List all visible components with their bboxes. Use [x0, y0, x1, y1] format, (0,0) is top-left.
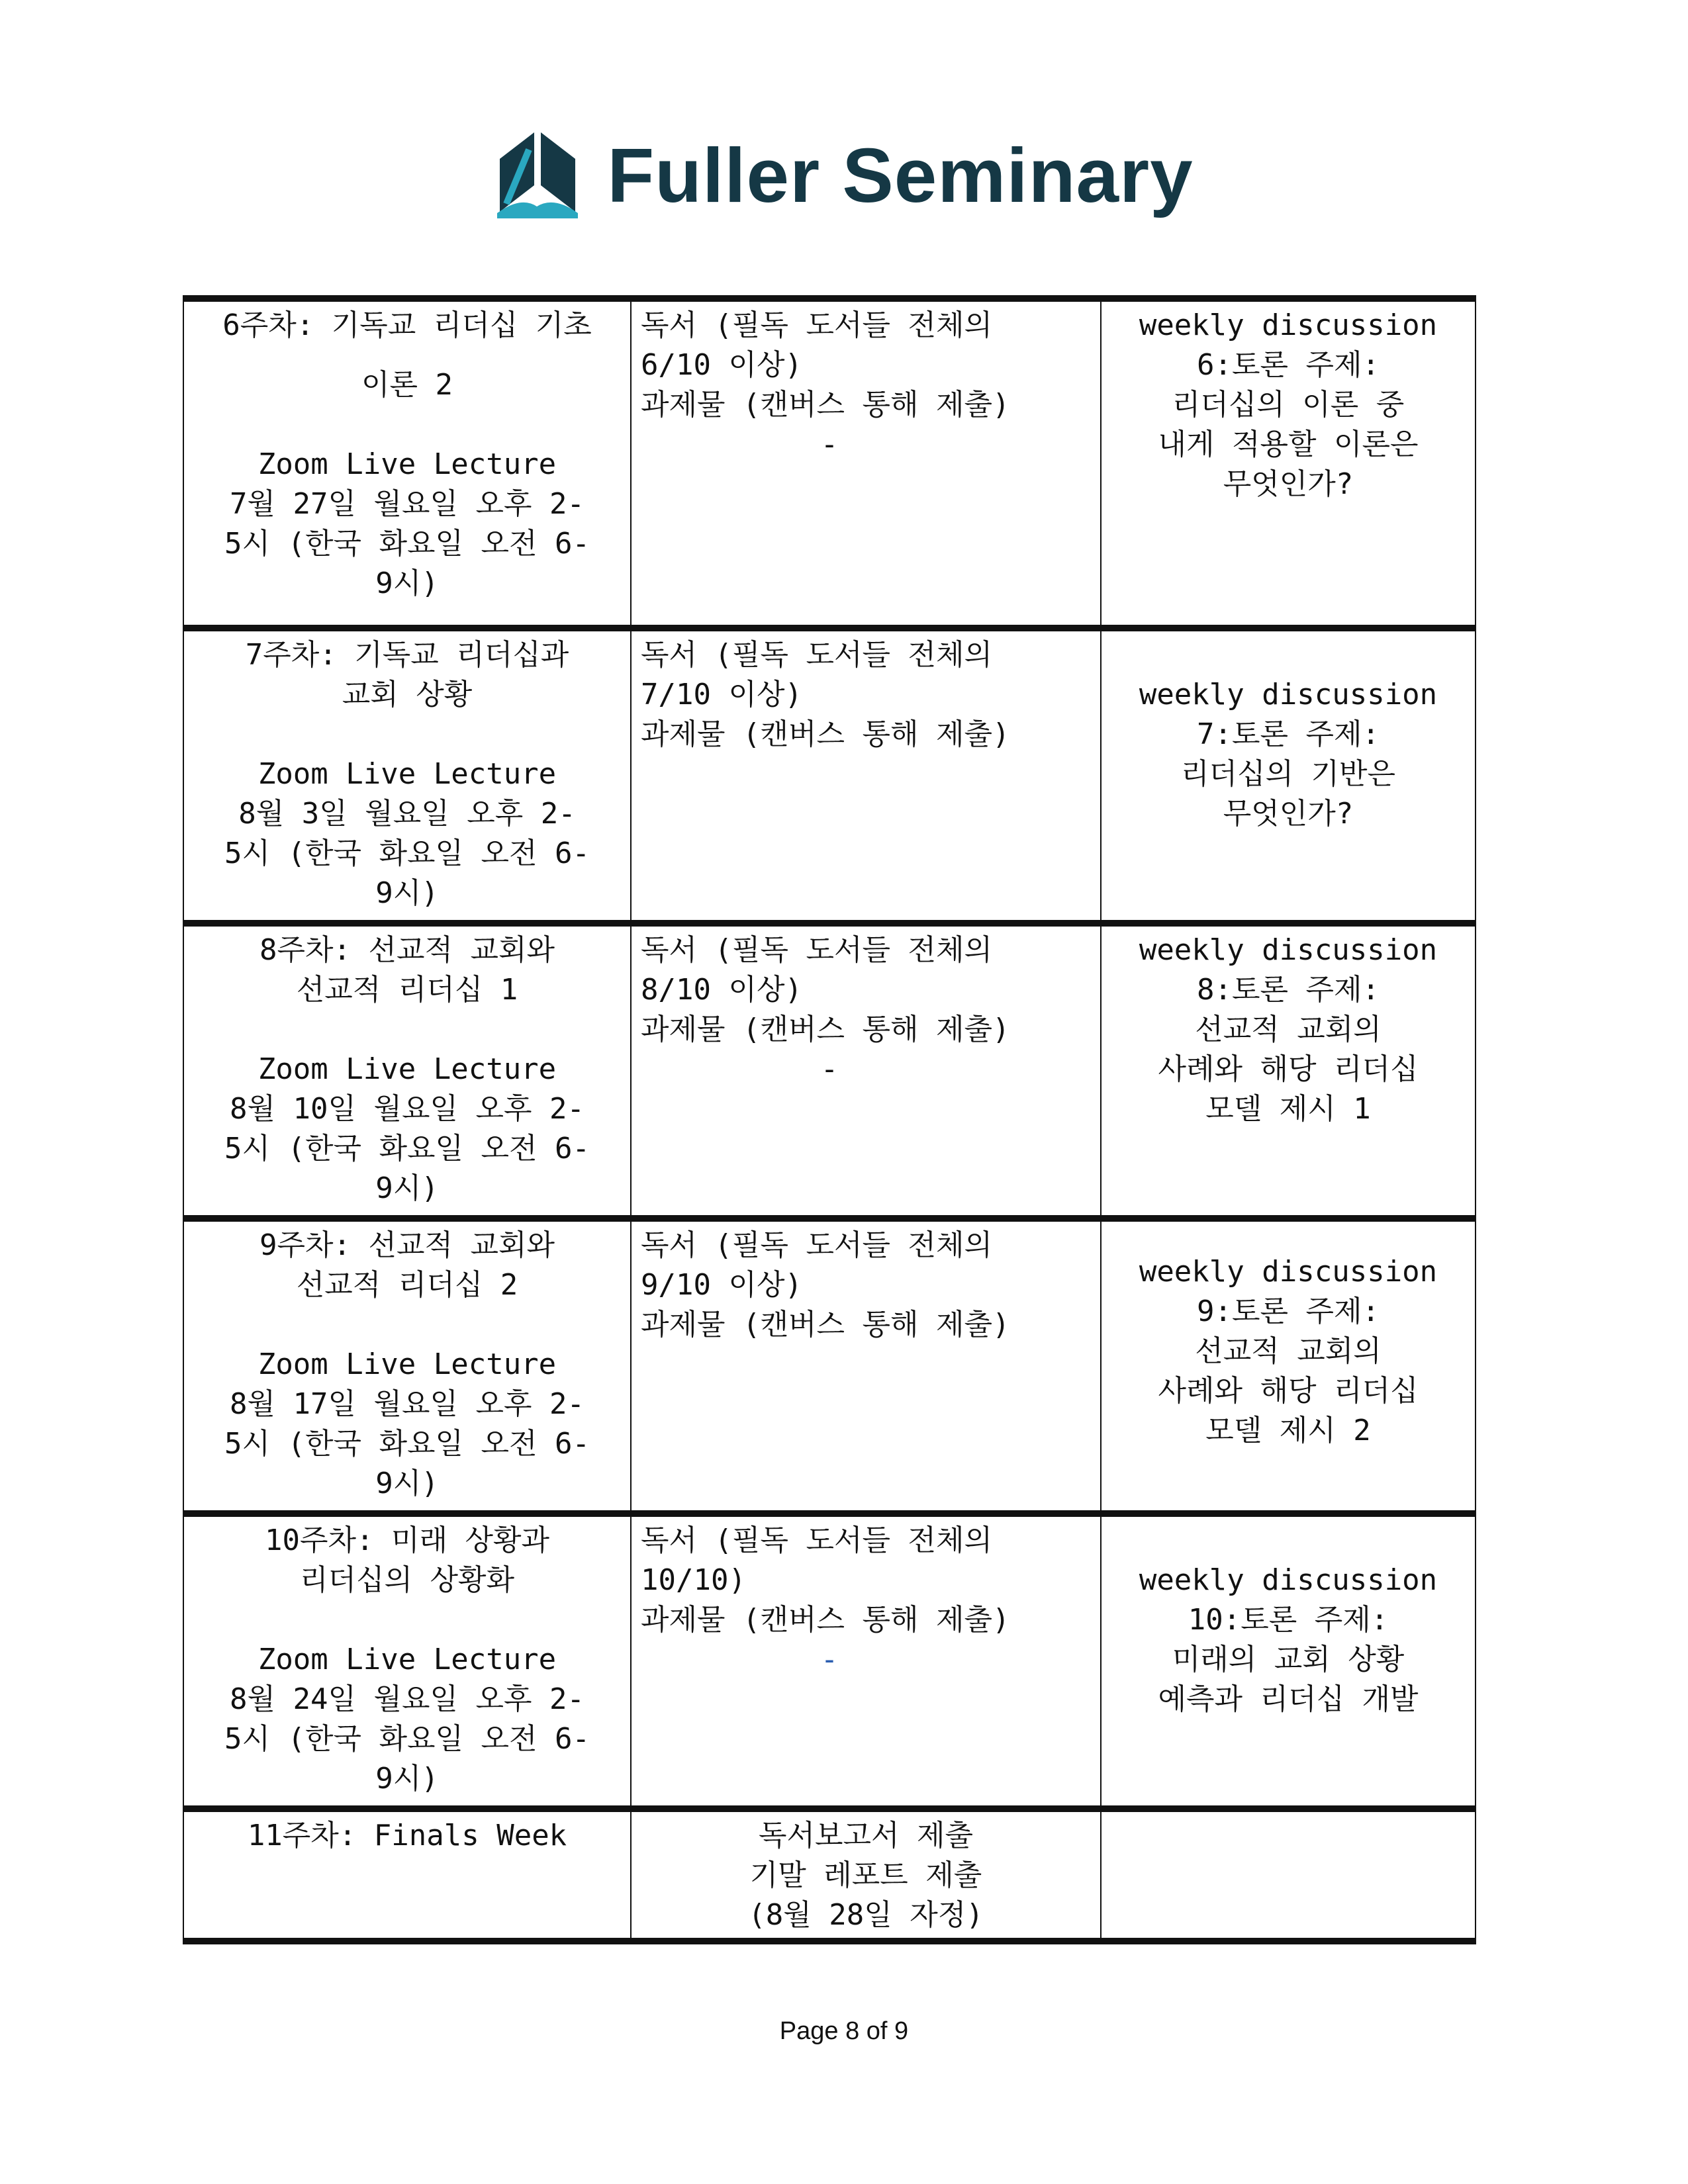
reading-cell: [631, 1218, 1101, 1514]
discussion-label: weekly discussion: [1139, 308, 1438, 342]
lecture-time-korea: 5시 (한국 화요일 오전 6-: [224, 1427, 590, 1461]
discussion-topic: 무엇인가?: [1223, 467, 1354, 501]
discussion-topic-heading: 8:토론 주제:: [1197, 973, 1380, 1007]
reading-text: 독서 (필독 도서들 전체의: [641, 1228, 992, 1262]
page-number: Page 8 of 9: [779, 2017, 909, 2045]
week-title: 6주차: 기독교 리더십 기초: [222, 308, 592, 342]
dash-mark: -: [820, 1052, 839, 1086]
lecture-time-korea: 5시 (한국 화요일 오전 6-: [224, 527, 590, 561]
reading-cell: [631, 298, 1101, 628]
reading-cell: [631, 628, 1101, 923]
lecture-time-end: 9시): [375, 567, 439, 600]
reading-cell: [631, 1514, 1101, 1809]
lecture-label: Zoom Live Lecture: [258, 757, 557, 791]
lecture-time: 8월 24일 월요일 오후 2-: [230, 1682, 585, 1716]
week-title: 7주차: 기독교 리더십과: [245, 638, 569, 672]
table-row: [183, 1218, 1476, 1514]
lecture-time-end: 9시): [375, 1762, 439, 1796]
discussion-topic: 내게 적용할 이론은: [1158, 428, 1419, 461]
lecture-time-korea: 5시 (한국 화요일 오전 6-: [224, 1722, 590, 1756]
discussion-topic: 선교적 교회의: [1195, 1334, 1382, 1368]
reading-amount: 9/10 이상): [641, 1268, 802, 1302]
submission-deadline: (8월 28일 자정): [748, 1898, 984, 1932]
discussion-topic: 사례와 해당 리더십: [1158, 1052, 1419, 1086]
reading-amount: 10/10): [641, 1563, 746, 1597]
reading-amount: 6/10 이상): [641, 348, 802, 382]
discussion-topic: 리더십의 기반은: [1180, 757, 1396, 791]
reading-amount: 7/10 이상): [641, 678, 802, 711]
assignment-text: 과제물 (캔버스 통해 제출): [641, 1603, 1010, 1637]
final-submission-cell: [631, 1809, 1101, 1941]
discussion-topic: 모델 제시 2: [1205, 1414, 1371, 1447]
discussion-topic-heading: 9:토론 주제:: [1197, 1295, 1380, 1328]
week-title-cont: 이론 2: [361, 368, 453, 402]
week-cell: [183, 923, 631, 1218]
discussion-label: weekly discussion: [1139, 933, 1438, 967]
assignment-text: 과제물 (캔버스 통해 제출): [641, 717, 1010, 751]
discussion-topic-heading: 7:토론 주제:: [1197, 717, 1380, 751]
reading-amount: 8/10 이상): [641, 973, 802, 1007]
discussion-cell: [1101, 628, 1476, 923]
discussion-cell: [1101, 1218, 1476, 1514]
assignment-text: 과제물 (캔버스 통해 제출): [641, 1013, 1010, 1046]
discussion-topic-heading: 10:토론 주제:: [1188, 1603, 1389, 1637]
logo-wordmark: Fuller Seminary: [607, 132, 1194, 218]
discussion-topic: 미래의 교회 상황: [1172, 1643, 1405, 1676]
table-row: [183, 628, 1476, 923]
week-cell: [183, 1514, 631, 1809]
discussion-cell: [1101, 298, 1476, 628]
week-title-cont: 선교적 리더십 1: [296, 973, 518, 1007]
fuller-book-logo-icon: [494, 132, 581, 218]
lecture-time-end: 9시): [375, 876, 439, 910]
week-cell: [183, 298, 631, 628]
book-report-submission: 독서보고서 제출: [758, 1819, 974, 1852]
lecture-label: Zoom Live Lecture: [258, 1052, 557, 1086]
discussion-topic: 예측과 리더십 개발: [1158, 1682, 1419, 1716]
discussion-topic: 무엇인가?: [1223, 797, 1354, 831]
table-row: [183, 1514, 1476, 1809]
lecture-label: Zoom Live Lecture: [258, 1347, 557, 1381]
discussion-cell-empty: [1101, 1809, 1476, 1941]
reading-cell: [631, 923, 1101, 1218]
week-title: 10주차: 미래 상황과: [265, 1524, 549, 1557]
lecture-label: Zoom Live Lecture: [258, 1643, 557, 1676]
header-logo: [0, 132, 1688, 218]
lecture-time: 8월 3일 월요일 오후 2-: [238, 797, 576, 831]
week-title: 8주차: 선교적 교회와: [259, 933, 555, 967]
dash-mark: -: [820, 1643, 839, 1676]
lecture-time: 7월 27일 월요일 오후 2-: [230, 487, 585, 521]
final-report-submission: 기말 레포트 제출: [749, 1858, 982, 1892]
lecture-time-end: 9시): [375, 1467, 439, 1500]
reading-text: 독서 (필독 도서들 전체의: [641, 308, 992, 342]
discussion-label: weekly discussion: [1139, 1563, 1438, 1597]
discussion-topic-heading: 6:토론 주제:: [1197, 348, 1380, 382]
week-title: 9주차: 선교적 교회와: [259, 1228, 555, 1262]
discussion-topic: 모델 제시 1: [1205, 1092, 1371, 1126]
table-row: [183, 923, 1476, 1218]
week-title-cont: 선교적 리더십 2: [296, 1268, 518, 1302]
dash-mark: -: [820, 428, 839, 461]
week-cell: [183, 1218, 631, 1514]
lecture-label: Zoom Live Lecture: [258, 447, 557, 481]
discussion-topic: 선교적 교회의: [1195, 1013, 1382, 1046]
week-cell: [183, 628, 631, 923]
table-row: [183, 298, 1476, 628]
discussion-topic: 사례와 해당 리더십: [1158, 1374, 1419, 1408]
week-title-cont: 리더십의 상황화: [299, 1563, 515, 1597]
lecture-time-korea: 5시 (한국 화요일 오전 6-: [224, 1132, 590, 1165]
assignment-text: 과제물 (캔버스 통해 제출): [641, 1308, 1010, 1342]
week-cell: [183, 1809, 631, 1941]
lecture-time-end: 9시): [375, 1171, 439, 1205]
reading-text: 독서 (필독 도서들 전체의: [641, 638, 992, 672]
week-title-cont: 교회 상황: [342, 678, 473, 711]
lecture-time: 8월 10일 월요일 오후 2-: [230, 1092, 585, 1126]
reading-text: 독서 (필독 도서들 전체의: [641, 933, 992, 967]
discussion-cell: [1101, 923, 1476, 1218]
week-title: 11주차: Finals Week: [247, 1819, 567, 1852]
lecture-time: 8월 17일 월요일 오후 2-: [230, 1387, 585, 1421]
table-row: [183, 1809, 1476, 1941]
discussion-label: weekly discussion: [1139, 1255, 1438, 1289]
discussion-label: weekly discussion: [1139, 678, 1438, 711]
course-schedule-table: [183, 295, 1476, 1944]
discussion-cell: [1101, 1514, 1476, 1809]
reading-text: 독서 (필독 도서들 전체의: [641, 1524, 992, 1557]
discussion-topic: 리더십의 이론 중: [1172, 388, 1405, 422]
lecture-time-korea: 5시 (한국 화요일 오전 6-: [224, 837, 590, 870]
assignment-text: 과제물 (캔버스 통해 제출): [641, 388, 1010, 422]
